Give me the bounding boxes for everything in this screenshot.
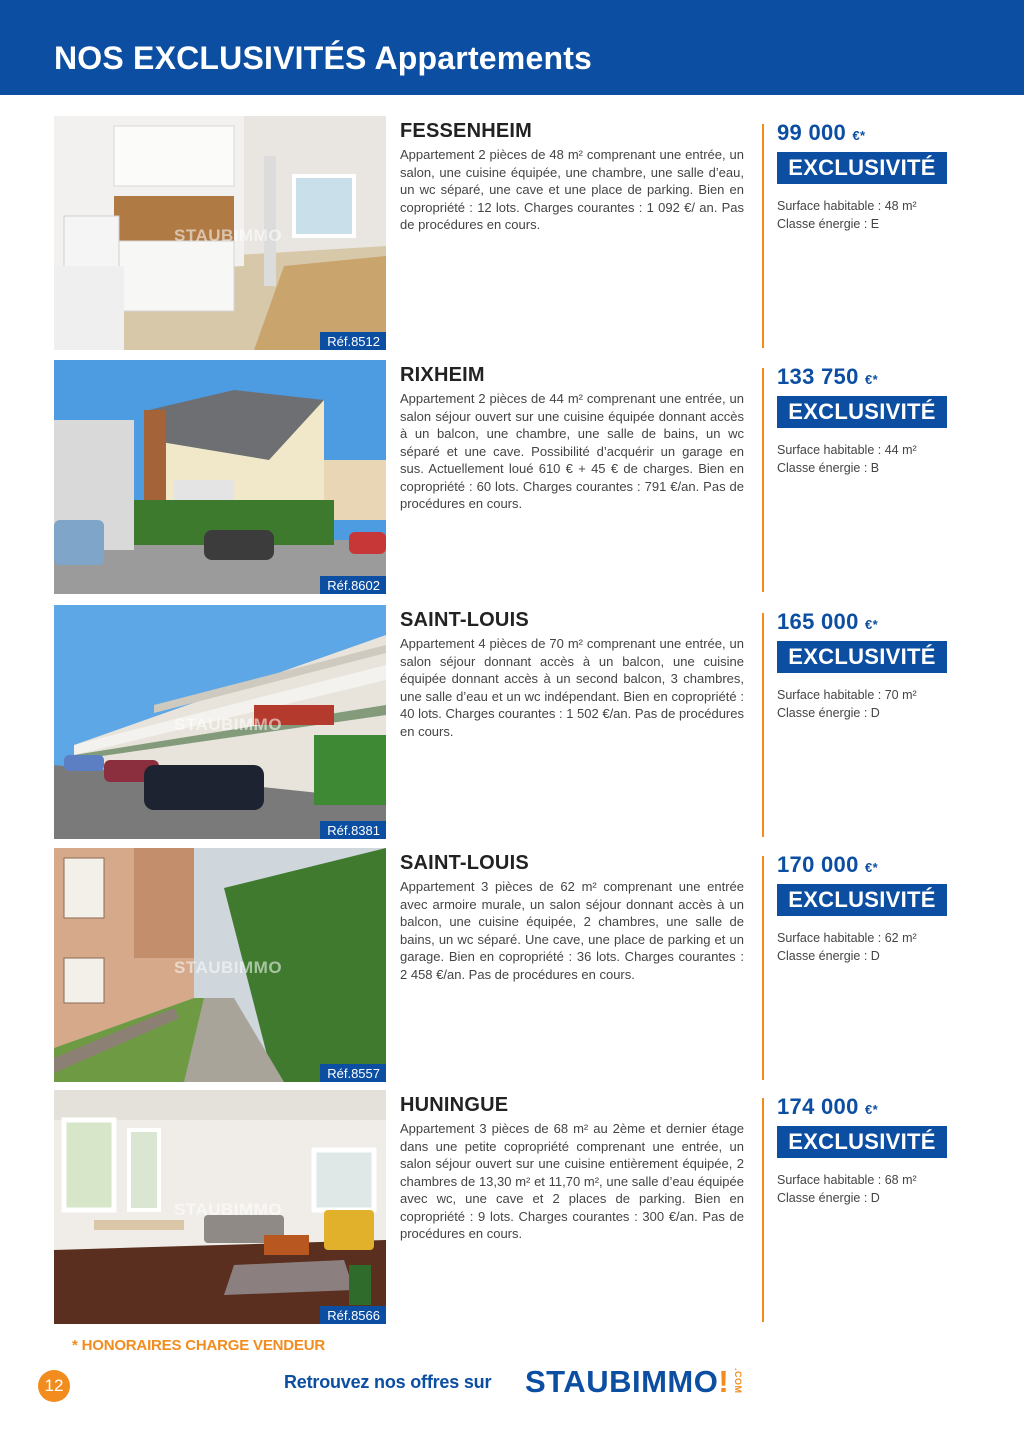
listing-card[interactable] bbox=[54, 605, 954, 839]
exclusivity-badge: EXCLUSIVITÉ bbox=[777, 1126, 947, 1158]
living-room-photo[interactable] bbox=[54, 1090, 386, 1324]
price-box bbox=[777, 609, 957, 722]
divider bbox=[762, 368, 764, 592]
staubimmo-logo[interactable] bbox=[525, 1364, 729, 1400]
listing-description-block bbox=[400, 120, 744, 234]
exclusivity-badge: EXCLUSIVITÉ bbox=[777, 396, 947, 428]
reference-label: Réf.8602 bbox=[320, 576, 386, 594]
listing-card[interactable] bbox=[54, 1090, 954, 1324]
divider bbox=[762, 124, 764, 348]
listing-price bbox=[777, 364, 957, 390]
house-exterior-photo[interactable] bbox=[54, 360, 386, 594]
watermark-text: STAUBIMMO bbox=[174, 1200, 283, 1219]
fees-note: * HONORAIRES CHARGE VENDEUR bbox=[72, 1337, 325, 1354]
listing-description: Appartement 3 pièces de 62 m² comprenant une entrée avec armoire murale, un salon séjour donnant accès à un balcon, une cuisine équipée, 2 chambres, une salle de bains, un wc séparé. Une cave, une place de parking et un garage. Bien en copropriété : 36 lots. Charges courantes : 2 458 €/an. Pas de procédures en cours. bbox=[400, 879, 744, 982]
divider bbox=[762, 613, 764, 837]
divider bbox=[762, 856, 764, 1080]
page-number: 12 bbox=[38, 1370, 70, 1402]
listing-description: Appartement 2 pièces de 48 m² comprenant une entrée, un salon, une cuisine équipée, une chambre, une salle d’eau, un wc séparé, une cave et une place de parking. Bien en copropriété : 12 lots. Charges courantes : 1 092 €/ an. Pas de procédures en cours. bbox=[400, 147, 744, 232]
energy-class-text: Classe énergie : D bbox=[777, 705, 880, 720]
listing-card[interactable] bbox=[54, 848, 954, 1082]
listing-description-block bbox=[400, 609, 744, 740]
listing-price bbox=[777, 609, 957, 635]
apartment-block-photo[interactable] bbox=[54, 605, 386, 839]
listing-specs bbox=[777, 687, 957, 722]
reference-label: Réf.8512 bbox=[320, 332, 386, 350]
energy-class-text: Classe énergie : E bbox=[777, 216, 880, 231]
price-box bbox=[777, 120, 957, 233]
listing-card[interactable] bbox=[54, 360, 954, 594]
listing-description-block bbox=[400, 852, 744, 983]
exclusivity-badge: EXCLUSIVITÉ bbox=[777, 152, 947, 184]
price-value: 99 000 bbox=[777, 120, 847, 145]
surface-text: Surface habitable : 68 m² bbox=[777, 1173, 917, 1187]
listing-price bbox=[777, 120, 957, 146]
listing-description-block bbox=[400, 364, 744, 513]
reference-label: Réf.8557 bbox=[320, 1064, 386, 1082]
price-currency: €* bbox=[865, 860, 878, 875]
listing-city: SAINT-LOUIS bbox=[400, 852, 529, 874]
surface-text: Surface habitable : 70 m² bbox=[777, 688, 917, 702]
watermark-text: STAUBIMMO bbox=[174, 715, 283, 734]
listing-price bbox=[777, 852, 957, 878]
price-box bbox=[777, 1094, 957, 1207]
listing-city: RIXHEIM bbox=[400, 364, 485, 386]
watermark-text: STAUBIMMO bbox=[174, 958, 283, 977]
watermark-text: STAUBIMMO bbox=[174, 226, 283, 245]
logo-text: STAUBIMMO bbox=[525, 1364, 719, 1399]
divider bbox=[762, 1098, 764, 1322]
price-box bbox=[777, 364, 957, 477]
listing-specs bbox=[777, 930, 957, 965]
listing-specs bbox=[777, 198, 957, 233]
footer-tagline: Retrouvez nos offres sur bbox=[284, 1372, 492, 1392]
page-title: NOS EXCLUSIVITÉS Appartements bbox=[54, 40, 593, 76]
price-currency: €* bbox=[865, 372, 878, 387]
energy-class-text: Classe énergie : D bbox=[777, 1190, 880, 1205]
price-value: 165 000 bbox=[777, 609, 859, 634]
listing-description: Appartement 2 pièces de 44 m² comprenant une entrée, un salon séjour ouvert sur une cuisine équipée donnant accès à un balcon, une chambre, une salle de bains, un wc séparé et une cave. Possibilité d’acquérir un garage en sus. Actuellement loué 610 € + 45 € de charges. Bien en copropriété : 60 lots. Charges courantes : 791 €/an. Pas de procédures en cours. bbox=[400, 391, 744, 511]
exclusivity-badge: EXCLUSIVITÉ bbox=[777, 884, 947, 916]
page-header bbox=[0, 0, 1024, 95]
price-currency: €* bbox=[865, 617, 878, 632]
listing-card[interactable] bbox=[54, 116, 954, 350]
logo-dotcom: .COM bbox=[733, 1368, 743, 1394]
surface-text: Surface habitable : 62 m² bbox=[777, 931, 917, 945]
reference-label: Réf.8381 bbox=[320, 821, 386, 839]
garden-path-photo[interactable] bbox=[54, 848, 386, 1082]
price-value: 170 000 bbox=[777, 852, 859, 877]
energy-class-text: Classe énergie : D bbox=[777, 948, 880, 963]
price-currency: €* bbox=[852, 128, 866, 143]
surface-text: Surface habitable : 44 m² bbox=[777, 443, 917, 457]
listing-description: Appartement 3 pièces de 68 m² au 2ème et dernier étage dans une petite copropriété comprenant une entrée, un salon séjour ouvert sur une cuisine entièrement équipée, 2 chambres de 13,30 m² et 11,70 m², une salle d’eau équipée avec wc, une cave et 2 places de parking. Bien en copropriété : 9 lots. Charges courantes : 300 €/an. Pas de procédures en cours. bbox=[400, 1121, 744, 1241]
exclusivity-badge: EXCLUSIVITÉ bbox=[777, 641, 947, 673]
listing-city: SAINT-LOUIS bbox=[400, 609, 529, 631]
reference-label: Réf.8566 bbox=[320, 1306, 386, 1324]
listing-description: Appartement 4 pièces de 70 m² comprenant une entrée, un salon séjour donnant accès à un balcon, une cuisine équipée donnant accès à un second balcon, 3 chambres, une salle d’eau et un wc indépendant. Bien en copropriété : 40 lots. Charges courantes : 1 502 €/an. Pas de procédures en cours. bbox=[400, 636, 744, 739]
listing-city: FESSENHEIM bbox=[400, 120, 533, 142]
listing-specs bbox=[777, 1172, 957, 1207]
logo-exclamation: ! bbox=[718, 1364, 730, 1399]
listing-description-block bbox=[400, 1094, 744, 1243]
price-currency: €* bbox=[865, 1102, 878, 1117]
kitchen-photo[interactable] bbox=[54, 116, 386, 350]
surface-text: Surface habitable : 48 m² bbox=[777, 199, 917, 213]
listing-price bbox=[777, 1094, 957, 1120]
price-value: 133 750 bbox=[777, 364, 859, 389]
listing-specs bbox=[777, 442, 957, 477]
energy-class-text: Classe énergie : B bbox=[777, 460, 880, 475]
price-box bbox=[777, 852, 957, 965]
price-value: 174 000 bbox=[777, 1094, 859, 1119]
listing-city: HUNINGUE bbox=[400, 1094, 509, 1116]
